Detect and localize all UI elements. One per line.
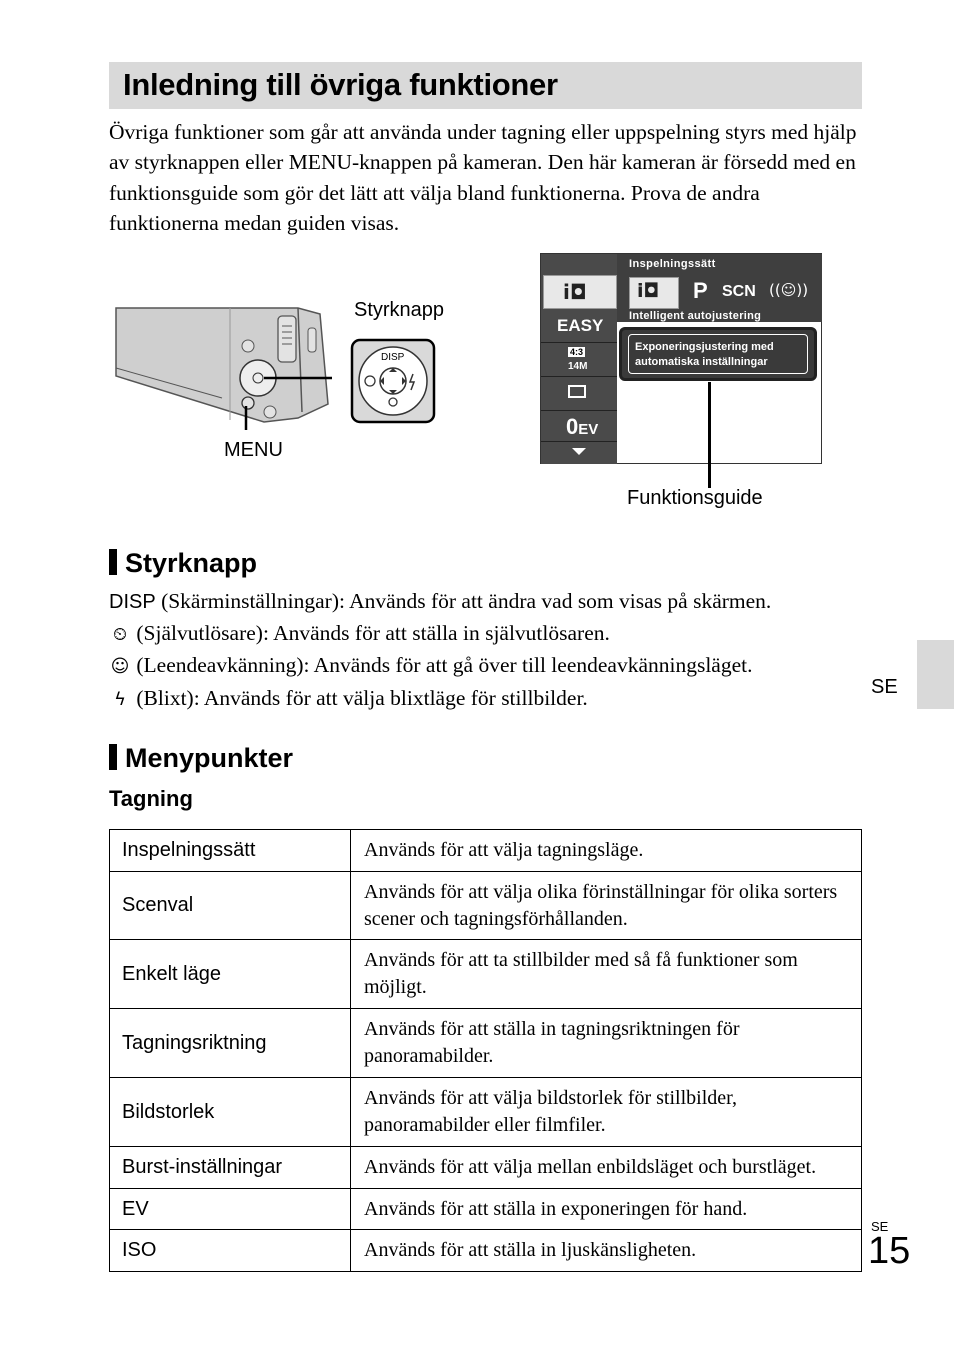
row-key: Tagningsriktning — [110, 1009, 351, 1078]
table-row — [110, 872, 862, 940]
control-button-functions — [109, 586, 869, 715]
smile-line — [109, 650, 869, 683]
self-timer-description: (Självutlösare): Används för att ställa in självutlösaren. — [131, 620, 610, 645]
section-heading-menypunkter — [109, 743, 293, 774]
language-tab-label: SE — [871, 676, 898, 698]
scene-mode-label: SCN — [722, 283, 756, 300]
row-value: Används för att ta stillbilder med så få funktioner som möjligt. — [351, 940, 862, 1009]
row-key: ISO — [110, 1230, 351, 1272]
row-value: Används för att ställa in ljuskänsligheten. — [351, 1230, 862, 1272]
funktionsguide-label: Funktionsguide — [627, 487, 763, 509]
table-row — [110, 1009, 862, 1078]
single-shot-icon — [568, 385, 586, 398]
table-row — [110, 1189, 862, 1230]
row-value: Används för att välja tagningsläge. — [351, 830, 862, 872]
table-row — [110, 1147, 862, 1189]
styrknapp-label: Styrknapp — [354, 299, 445, 321]
disp-description: (Skärminställningar): Används för att ändra vad som visas på skärmen. — [155, 589, 772, 613]
disp-line — [109, 586, 869, 618]
aspect-ratio-label: 4:3 — [570, 347, 584, 357]
screen-subheader: Intelligent autojustering — [629, 310, 762, 322]
guide-line-2: automatiska inställningar — [635, 356, 768, 368]
self-timer-icon: ⏲ — [112, 623, 128, 645]
side-divider-4 — [541, 441, 617, 442]
menu-label: MENU — [224, 439, 283, 461]
disp-key: DISP — [109, 591, 156, 613]
row-key: Enkelt läge — [110, 940, 351, 1009]
ev-unit: EV — [578, 421, 599, 438]
program-mode-label: P — [693, 278, 708, 303]
guide-line-1: Exponeringsjustering med — [635, 341, 774, 353]
smile-icon: ☺ — [110, 656, 130, 677]
self-timer-line — [109, 618, 869, 651]
page-number: 15 — [868, 1230, 911, 1272]
row-key: Scenval — [110, 872, 351, 940]
subheading-tagning: Tagning — [109, 786, 193, 811]
side-divider-1 — [541, 342, 617, 343]
screen-header: Inspelningssätt — [629, 258, 716, 270]
flash-description: (Blixt): Används för att välja blixtläge för stillbilder. — [131, 685, 588, 710]
section-heading-menypunkter-text: Menypunkter — [125, 743, 294, 773]
section-heading-styrknapp — [109, 548, 257, 579]
row-key: Burst-inställningar — [110, 1147, 351, 1189]
camera-mode-icon: i◘ — [563, 280, 587, 304]
ev-value-label — [566, 414, 598, 440]
table-row — [110, 1230, 862, 1272]
steady-shot-icon: ((☺)) — [769, 281, 809, 299]
side-divider-3 — [541, 410, 617, 411]
function-guide-text — [628, 334, 808, 374]
table-row — [110, 1078, 862, 1147]
flash-icon: ϟ — [114, 688, 126, 710]
page-language: SE — [871, 1219, 889, 1234]
table-row — [110, 940, 862, 1009]
heading-marker-icon — [109, 744, 117, 770]
ev-value-number: 0 — [566, 414, 579, 439]
row-key: EV — [110, 1189, 351, 1230]
row-value: Används för att ställa in exponeringen för hand. — [351, 1189, 862, 1230]
table-row — [110, 830, 862, 872]
flash-line — [109, 683, 869, 716]
section-heading-styrknapp-text: Styrknapp — [125, 548, 258, 578]
heading-marker-icon — [109, 549, 117, 575]
title-bar — [109, 62, 862, 109]
language-side-tab — [917, 640, 954, 709]
disp-small-label: DISP — [381, 352, 405, 363]
row-key: Bildstorlek — [110, 1078, 351, 1147]
image-size-label: 14M — [568, 361, 588, 372]
camera-body-illustration — [112, 300, 332, 430]
control-button-illustration — [350, 338, 436, 424]
easy-mode-label: EASY — [557, 316, 604, 335]
intelligent-auto-icon: i◘ — [637, 280, 660, 302]
intro-paragraph: Övriga funktioner som går att använda under tagning eller uppspelning styrs med hjälp av styrknappen eller MENU-knappen på kameran. Den här kameran är försedd med en funktionsguide som gör det lätt att välja bland funktionerna. Prova de andra funktionerna medan guiden visas. — [109, 120, 857, 235]
camera-screen-illustration — [540, 253, 822, 464]
row-value: Används för att välja olika förinställningar för olika sorters scener och tagningsförhållanden. — [351, 872, 862, 940]
row-value: Används för att välja mellan enbildsläget och burstläget. — [351, 1147, 862, 1189]
side-divider-2 — [541, 376, 617, 377]
page-title: Inledning till övriga funktioner — [123, 67, 558, 102]
down-arrow-icon — [572, 448, 586, 455]
row-value: Används för att ställa in tagningsriktningen för panoramabilder. — [351, 1009, 862, 1078]
row-value: Används för att välja bildstorlek för stillbilder, panoramabilder eller filmfiler. — [351, 1078, 862, 1147]
menu-items-table — [109, 829, 862, 1272]
function-guide-box — [619, 327, 817, 381]
funktionsguide-pointer — [708, 382, 711, 488]
smile-description: (Leendeavkänning): Används för att gå över till leendeavkänningsläget. — [131, 653, 753, 677]
row-key: Inspelningssätt — [110, 830, 351, 872]
